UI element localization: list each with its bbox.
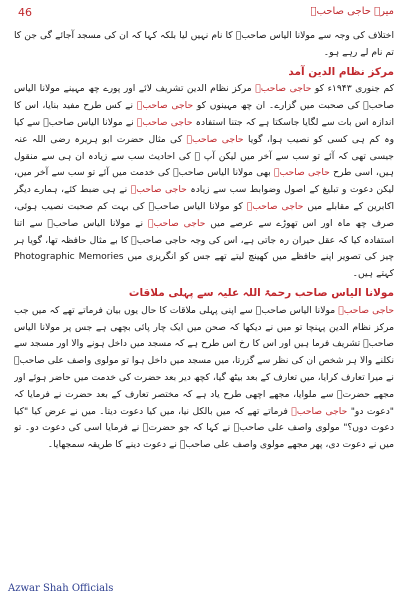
- text-segment: نے مولانا الیاس صاحبؒ سے اتنا استفادہ کیا کہ عقل حیران رہ جاتی ہے، اس کی وجہ حاجی صاحبؒ کا بے مثال حافظہ تھا، گویا ہر چیز کی تصویر اپنے حافظے میں کھینچ لیتے تھے جس کو انگریزی میں: [14, 217, 394, 263]
- footer-watermark: Azwar Shah Officials: [8, 583, 114, 594]
- text-segment: فرماتے تھے کہ میں بالکل نیا، میں کیا دعوت دیتا۔ میں نے عرض کیا "کیا دعوت دوں؟" مولوی واصف علی صاحبؒ نے کہا کہ جو حضرتؒ نے فرمایا اسی کی دعوت دو۔ تو میں نے دعوت دی، پھر مجھے مولوی واصف علی صاحبؒ نے دعوت دینے کا طریقہ سمجھایا۔: [14, 405, 394, 451]
- page-number: 46: [18, 6, 32, 19]
- highlight-haji-sahib: حاجی صاحبؒ: [136, 116, 193, 128]
- text-segment: نے مولانا الیاس صاحبؒ سے کیا وہ کم ہی کسی کو نصیب ہوا، گویا: [14, 116, 394, 145]
- highlight-haji-sahib: حاجی صاحبؒ: [147, 217, 206, 229]
- subheading-markaz-arrival: مرکز نظام الدین آمد: [288, 65, 394, 78]
- paragraph-intro: اختلاف کی وجہ سے مولانا الیاس صاحبؒ کا نام نہیں لیا بلکہ کہا کہ ان کی مسجد آجائے گی جن کا تم نام لے رہے ہو۔: [14, 30, 394, 58]
- highlight-haji-sahib: حاجی صاحبؒ: [136, 100, 194, 112]
- highlight-haji-sahib: حاجی صاحبؒ: [291, 405, 348, 417]
- highlight-haji-sahib: حاجی صاحبؒ: [255, 83, 312, 95]
- highlight-haji-sahib: حاجی صاحبؒ: [338, 304, 394, 316]
- highlight-haji-sahib: حاجی صاحبؒ: [130, 184, 187, 196]
- english-term: Photographic Memories: [14, 251, 124, 263]
- text-segment: نے کس طرح مفید بنایا، اس کا اندازہ اس بات سے لگایا جاسکتا ہے کہ جتنا استفادہ: [14, 100, 394, 128]
- highlight-haji-sahib: حاجی صاحبؒ: [186, 133, 244, 145]
- text-segment: نے ہی ضبط کئے، ہمارے دیگر اکابرین کے مقابلے میں: [14, 184, 394, 212]
- page-content: [14, 28, 394, 570]
- text-segment: مرکز نظام الدین تشریف لائے اور پورے چھ مہینے مولانا الیاس صاحبؒ کی صحبت میں گزارے۔ ان چھ مہینوں کو: [14, 83, 394, 112]
- page-header: [14, 6, 394, 24]
- text-segment: بھی مولانا الیاس صاحبؒ کی خدمت میں آئے تو سب سے آخر میں، لیکن دعوت و تبلیغ کے اصول وضوابط سب سے زیادہ: [14, 167, 394, 196]
- highlight-haji-sahib: حاجی صاحبؒ: [273, 167, 330, 179]
- highlight-haji-sahib: حاجی صاحبؒ: [246, 200, 304, 212]
- paragraph-arrival: [14, 81, 394, 283]
- subheading-first-meeting: مولانا الیاس صاحب رحمۃ اللہ علیہ سے پہلی ملاقات: [128, 286, 394, 299]
- text-segment: کہتے ہیں۔: [352, 268, 394, 280]
- text-segment: کی مثال حضرت ابو ہریرہ رضی اللہ عنہ جیسی تھی کہ آئے تو سب سے آخر میں لیکن آپ ﷺ کی احادیث سب سے زیادہ ان ہی سے منقول ہیں، اسی طرح: [14, 133, 394, 179]
- text-segment: مولانا الیاس صاحبؒ سے اپنی پہلی ملاقات کا حال یوں بیان فرماتے تھے کہ میں جب مرکز نظام الدین پہنچا تو میں نے دیکھا کہ صحن میں ایک چار پائی بچھی ہے جس پر مولانا الیاس صاحبؒ تشریف فرما ہیں اور اس کا رخ اس طرح ہے کہ مسجد میں داخل ہونے والا اور مسجد سے نکلنے والا ہر شخص ان کی نظر سے گزرتا، میں مسجد میں داخل ہوا تو مولوی واصف علی صاحبؒ نے میرا تعارف کرایا، میں تعارف کے بعد بیٹھ گیا، کچھ دیر بعد حضرت کی خدمت میں حاضر ہوئے اور مجھے حضرتؒ سے ملوایا، مجھے اچھی طرح یاد ہے کہ مختصر تعارف کے بعد حضرت نے فرمایا کہ "دعوت دو": [14, 304, 394, 417]
- paragraph-first-meeting: [14, 303, 394, 454]
- running-title: میرے حاجی صاحبؒ: [310, 6, 394, 17]
- text-segment: کم جنوری ۱۹۴۳ء کو: [314, 83, 394, 95]
- text-segment: کو مولانا الیاس صاحبؒ کی بہت کم صحبت نصیب ہوئی، صرف چھ ماہ اور اس تھوڑے سے عرصے میں: [14, 200, 394, 229]
